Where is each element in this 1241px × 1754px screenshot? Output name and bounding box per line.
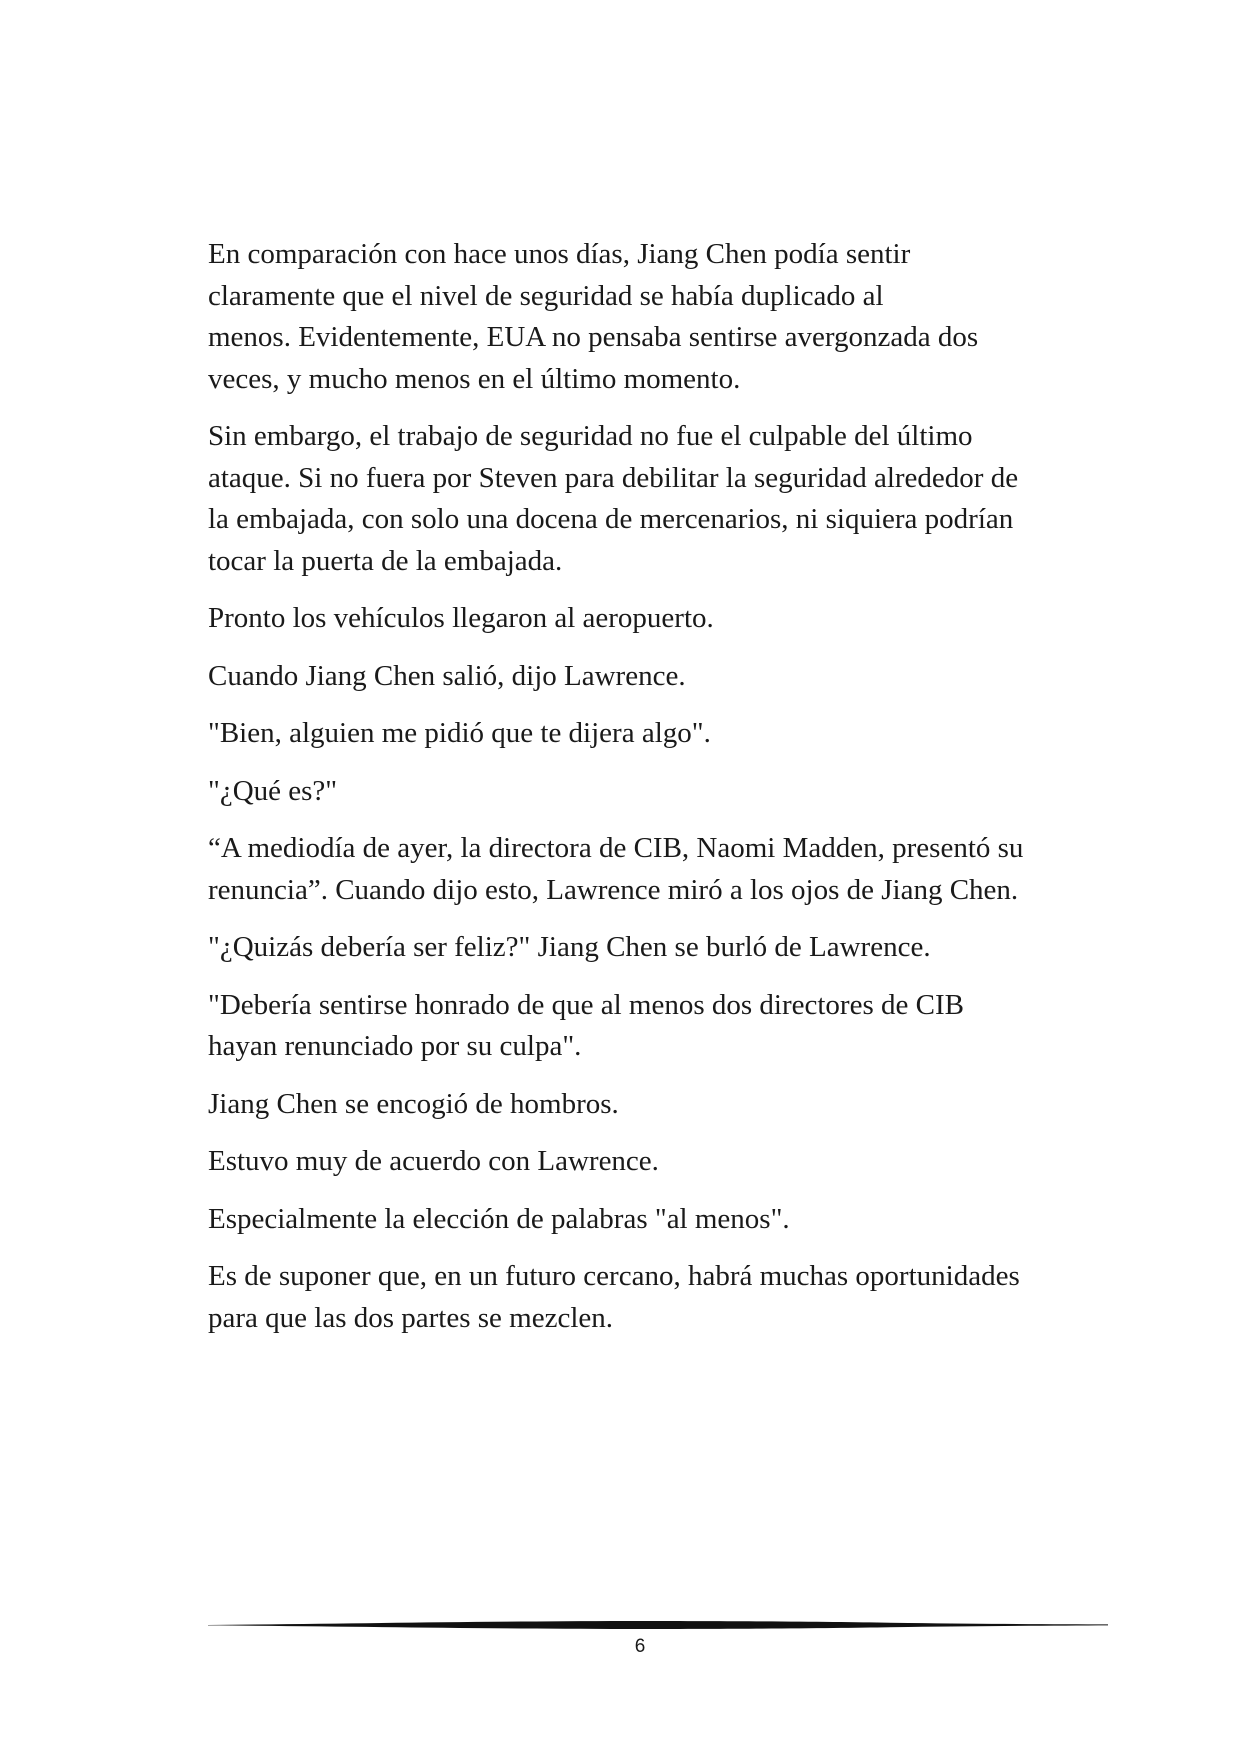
footer-divider [208,1618,1108,1632]
text-line: Especialmente la elección de palabras "al menos". [208,1202,790,1235]
paragraph [208,985,1088,1068]
paragraph [208,1256,1088,1339]
paragraph [208,713,1088,755]
text-line: “A mediodía de ayer, la directora de CIB, Naomi Madden, presentó su [208,832,1024,864]
paragraph [208,1199,1088,1241]
text-line: Jiang Chen se encogió de hombros. [208,1087,619,1120]
text-line: hayan renunciado por su culpa". [208,1030,582,1062]
text-line: ataque. Si no fuera por Steven para debilitar la seguridad alrededor de [208,461,1019,494]
paragraph [208,771,1088,813]
text-line: Estuvo muy de acuerdo con Lawrence. [208,1145,659,1177]
page-number: 6 [634,1636,646,1657]
paragraph [208,927,1088,969]
paragraph [208,656,1088,698]
text-line: Pronto los vehículos llegaron al aeropuerto. [208,602,714,634]
paragraph [208,828,1088,911]
text-line: renuncia”. Cuando dijo esto, Lawrence miró a los ojos de Jiang Chen. [208,873,1019,906]
text-line: la embajada, con solo una docena de mercenarios, ni siquiera podrían [208,503,1014,535]
text-line: para que las dos partes se mezclen. [208,1301,614,1334]
text-line: "Bien, alguien me pidió que te dijera algo". [208,717,711,749]
text-line: tocar la puerta de la embajada. [208,544,563,577]
text-line: Cuando Jiang Chen salió, dijo Lawrence. [208,659,686,692]
paragraph [208,416,1088,582]
paragraph [208,234,1088,400]
body-text [208,234,1088,1355]
paragraph [208,1141,1088,1183]
text-line: Sin embargo, el trabajo de seguridad no fue el culpable del último [208,420,973,452]
text-line: veces, y mucho menos en el último momento. [208,362,741,395]
text-line: En comparación con hace unos días, Jiang Chen podía sentir [208,238,911,270]
text-line: claramente que el nivel de seguridad se había duplicado al [208,279,884,312]
text-line: "Debería sentirse honrado de que al menos dos directores de CIB [208,988,964,1021]
paragraph [208,1084,1088,1126]
paragraph [208,598,1088,640]
text-line: "¿Quizás debería ser feliz?" Jiang Chen se burló de Lawrence. [208,931,931,963]
text-line: "¿Qué es?" [208,774,338,807]
text-line: menos. Evidentemente, EUA no pensaba sentirse avergonzada dos [208,321,979,353]
text-line: Es de suponer que, en un futuro cercano, habrá muchas oportunidades [208,1260,1020,1292]
